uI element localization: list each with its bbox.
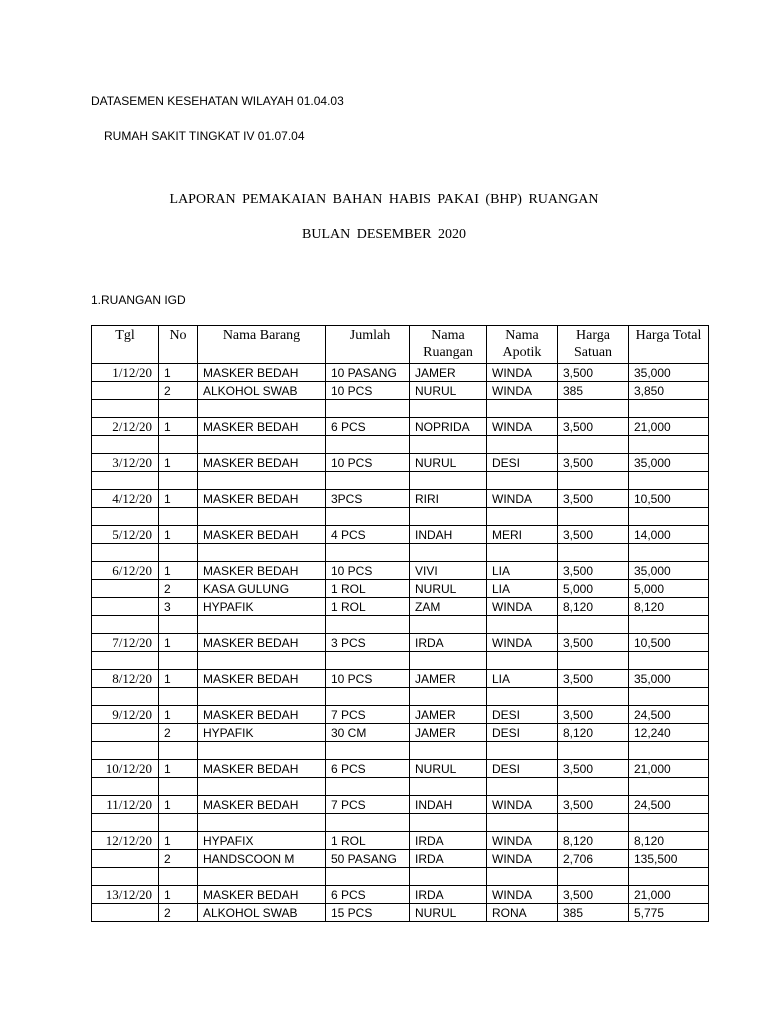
cell-nama-apotik: MERI — [487, 526, 558, 544]
table-row — [92, 850, 709, 868]
cell-harga-total — [629, 652, 709, 670]
cell-nama-barang: MASKER BEDAH — [198, 364, 326, 382]
cell-harga-satuan: 3,500 — [558, 670, 629, 688]
cell-tgl: 3/12/20 — [92, 454, 159, 472]
cell-no — [159, 616, 198, 634]
table-row — [92, 832, 709, 850]
usage-table — [91, 325, 709, 922]
cell-nama-ruangan — [410, 814, 487, 832]
table-row — [92, 760, 709, 778]
cell-harga-satuan — [558, 508, 629, 526]
cell-harga-total: 10,500 — [629, 490, 709, 508]
cell-jumlah: 4 PCS — [326, 526, 410, 544]
cell-no — [159, 742, 198, 760]
cell-jumlah — [326, 778, 410, 796]
cell-no: 3 — [159, 598, 198, 616]
cell-harga-total — [629, 742, 709, 760]
table-row — [92, 670, 709, 688]
cell-jumlah: 6 PCS — [326, 418, 410, 436]
cell-no: 2 — [159, 580, 198, 598]
cell-harga-total — [629, 778, 709, 796]
cell-jumlah: 6 PCS — [326, 760, 410, 778]
cell-nama-barang — [198, 616, 326, 634]
cell-jumlah — [326, 868, 410, 886]
cell-jumlah — [326, 436, 410, 454]
table-body — [92, 364, 709, 922]
cell-harga-satuan: 3,500 — [558, 526, 629, 544]
cell-nama-barang: MASKER BEDAH — [198, 562, 326, 580]
cell-nama-apotik: WINDA — [487, 832, 558, 850]
cell-tgl — [92, 472, 159, 490]
cell-jumlah — [326, 508, 410, 526]
cell-nama-apotik — [487, 688, 558, 706]
cell-no — [159, 688, 198, 706]
table-row — [92, 436, 709, 454]
cell-nama-ruangan: ZAM — [410, 598, 487, 616]
cell-harga-satuan: 3,500 — [558, 886, 629, 904]
cell-nama-ruangan — [410, 472, 487, 490]
cell-tgl — [92, 850, 159, 868]
cell-no: 1 — [159, 418, 198, 436]
cell-harga-total: 35,000 — [629, 562, 709, 580]
col-header-nama-ruangan: Nama Ruangan — [410, 326, 487, 364]
cell-tgl — [92, 580, 159, 598]
table-row — [92, 904, 709, 922]
cell-nama-ruangan — [410, 508, 487, 526]
cell-no — [159, 868, 198, 886]
cell-nama-apotik — [487, 400, 558, 418]
cell-nama-barang: MASKER BEDAH — [198, 706, 326, 724]
cell-tgl — [92, 814, 159, 832]
cell-no: 1 — [159, 760, 198, 778]
cell-tgl — [92, 652, 159, 670]
col-header-nama-apotik: Nama Apotik — [487, 326, 558, 364]
cell-harga-total — [629, 400, 709, 418]
cell-harga-total: 8,120 — [629, 832, 709, 850]
cell-tgl: 12/12/20 — [92, 832, 159, 850]
cell-nama-ruangan — [410, 436, 487, 454]
cell-harga-satuan — [558, 868, 629, 886]
cell-no — [159, 508, 198, 526]
cell-jumlah: 10 PCS — [326, 382, 410, 400]
table-row — [92, 634, 709, 652]
cell-tgl: 9/12/20 — [92, 706, 159, 724]
table-row — [92, 400, 709, 418]
table-row — [92, 616, 709, 634]
cell-harga-satuan: 3,500 — [558, 490, 629, 508]
cell-tgl — [92, 382, 159, 400]
cell-jumlah: 7 PCS — [326, 706, 410, 724]
cell-tgl: 5/12/20 — [92, 526, 159, 544]
table-row — [92, 706, 709, 724]
cell-harga-satuan — [558, 652, 629, 670]
cell-nama-barang — [198, 544, 326, 562]
cell-nama-apotik: DESI — [487, 760, 558, 778]
cell-nama-ruangan: JAMER — [410, 724, 487, 742]
cell-harga-total: 14,000 — [629, 526, 709, 544]
cell-tgl — [92, 688, 159, 706]
report-title: LAPORAN PEMAKAIAN BAHAN HABIS PAKAI (BHP) RUANGAN — [169, 192, 599, 207]
cell-no — [159, 652, 198, 670]
cell-nama-apotik — [487, 472, 558, 490]
cell-nama-barang: MASKER BEDAH — [198, 796, 326, 814]
cell-nama-barang: MASKER BEDAH — [198, 670, 326, 688]
cell-jumlah: 10 PASANG — [326, 364, 410, 382]
cell-nama-apotik: LIA — [487, 562, 558, 580]
cell-harga-total: 21,000 — [629, 886, 709, 904]
cell-nama-ruangan: IRDA — [410, 886, 487, 904]
table-row — [92, 526, 709, 544]
cell-harga-satuan — [558, 472, 629, 490]
cell-nama-ruangan — [410, 652, 487, 670]
cell-nama-ruangan: NOPRIDA — [410, 418, 487, 436]
cell-nama-apotik: WINDA — [487, 382, 558, 400]
cell-harga-satuan: 3,500 — [558, 418, 629, 436]
cell-nama-apotik — [487, 652, 558, 670]
cell-no: 1 — [159, 364, 198, 382]
table-row — [92, 652, 709, 670]
cell-harga-satuan: 8,120 — [558, 598, 629, 616]
cell-nama-ruangan — [410, 400, 487, 418]
table-row — [92, 454, 709, 472]
cell-jumlah — [326, 652, 410, 670]
cell-tgl — [92, 616, 159, 634]
cell-no: 1 — [159, 706, 198, 724]
table-row — [92, 778, 709, 796]
cell-jumlah: 1 ROL — [326, 580, 410, 598]
cell-nama-ruangan: VIVI — [410, 562, 487, 580]
cell-tgl: 7/12/20 — [92, 634, 159, 652]
cell-harga-total — [629, 508, 709, 526]
col-header-no: No — [159, 326, 198, 364]
table-row — [92, 598, 709, 616]
cell-nama-barang — [198, 436, 326, 454]
cell-tgl — [92, 724, 159, 742]
cell-jumlah — [326, 688, 410, 706]
cell-nama-ruangan: NURUL — [410, 904, 487, 922]
cell-nama-apotik: DESI — [487, 706, 558, 724]
cell-harga-satuan: 3,500 — [558, 706, 629, 724]
cell-nama-ruangan: NURUL — [410, 382, 487, 400]
cell-harga-satuan: 385 — [558, 382, 629, 400]
header-hospital: RUMAH SAKIT TINGKAT IV 01.07.04 — [104, 129, 305, 143]
cell-no: 1 — [159, 670, 198, 688]
cell-harga-total: 24,500 — [629, 706, 709, 724]
cell-tgl: 13/12/20 — [92, 886, 159, 904]
cell-nama-apotik: WINDA — [487, 796, 558, 814]
cell-nama-apotik — [487, 508, 558, 526]
section-heading: 1.RUANGAN IGD — [91, 293, 186, 307]
cell-harga-satuan: 3,500 — [558, 634, 629, 652]
cell-nama-barang — [198, 472, 326, 490]
cell-tgl: 1/12/20 — [92, 364, 159, 382]
cell-harga-total: 12,240 — [629, 724, 709, 742]
cell-nama-ruangan: INDAH — [410, 526, 487, 544]
cell-nama-apotik — [487, 616, 558, 634]
cell-no: 2 — [159, 850, 198, 868]
cell-tgl — [92, 400, 159, 418]
cell-jumlah — [326, 544, 410, 562]
table-row — [92, 742, 709, 760]
cell-harga-total: 8,120 — [629, 598, 709, 616]
cell-nama-apotik: WINDA — [487, 634, 558, 652]
cell-jumlah — [326, 616, 410, 634]
cell-tgl — [92, 508, 159, 526]
cell-harga-satuan — [558, 742, 629, 760]
cell-nama-apotik: DESI — [487, 454, 558, 472]
cell-tgl: 11/12/20 — [92, 796, 159, 814]
cell-harga-total: 3,850 — [629, 382, 709, 400]
cell-no: 1 — [159, 832, 198, 850]
cell-harga-satuan: 3,500 — [558, 562, 629, 580]
cell-jumlah: 10 PCS — [326, 670, 410, 688]
cell-harga-total: 21,000 — [629, 418, 709, 436]
table-row — [92, 796, 709, 814]
cell-harga-satuan — [558, 688, 629, 706]
cell-nama-ruangan — [410, 742, 487, 760]
cell-nama-ruangan — [410, 688, 487, 706]
cell-harga-total: 135,500 — [629, 850, 709, 868]
cell-no — [159, 544, 198, 562]
cell-nama-ruangan — [410, 778, 487, 796]
cell-nama-barang: ALKOHOL SWAB — [198, 382, 326, 400]
cell-harga-total: 21,000 — [629, 760, 709, 778]
cell-harga-total: 24,500 — [629, 796, 709, 814]
cell-jumlah — [326, 400, 410, 418]
cell-nama-barang: MASKER BEDAH — [198, 760, 326, 778]
cell-nama-ruangan — [410, 616, 487, 634]
cell-harga-satuan: 3,500 — [558, 760, 629, 778]
cell-nama-apotik — [487, 814, 558, 832]
col-header-tgl: Tgl — [92, 326, 159, 364]
cell-harga-satuan: 3,500 — [558, 364, 629, 382]
cell-jumlah: 30 CM — [326, 724, 410, 742]
cell-tgl — [92, 544, 159, 562]
cell-harga-total: 35,000 — [629, 364, 709, 382]
cell-nama-barang — [198, 814, 326, 832]
cell-nama-ruangan: NURUL — [410, 454, 487, 472]
cell-harga-satuan: 3,500 — [558, 796, 629, 814]
cell-harga-total — [629, 544, 709, 562]
cell-nama-apotik — [487, 778, 558, 796]
table-row — [92, 886, 709, 904]
table-row — [92, 508, 709, 526]
cell-tgl — [92, 598, 159, 616]
cell-tgl — [92, 904, 159, 922]
cell-nama-ruangan: NURUL — [410, 580, 487, 598]
cell-jumlah: 3 PCS — [326, 634, 410, 652]
cell-no: 1 — [159, 634, 198, 652]
cell-nama-apotik: DESI — [487, 724, 558, 742]
cell-nama-apotik: WINDA — [487, 364, 558, 382]
cell-nama-ruangan: JAMER — [410, 670, 487, 688]
cell-jumlah — [326, 472, 410, 490]
cell-harga-satuan: 385 — [558, 904, 629, 922]
table-row — [92, 418, 709, 436]
cell-jumlah — [326, 742, 410, 760]
cell-tgl: 6/12/20 — [92, 562, 159, 580]
cell-nama-apotik: WINDA — [487, 598, 558, 616]
table-row — [92, 364, 709, 382]
cell-nama-barang — [198, 868, 326, 886]
cell-harga-total — [629, 616, 709, 634]
cell-tgl: 2/12/20 — [92, 418, 159, 436]
cell-nama-barang — [198, 508, 326, 526]
cell-nama-barang — [198, 742, 326, 760]
cell-nama-ruangan: JAMER — [410, 364, 487, 382]
table-row — [92, 814, 709, 832]
cell-nama-barang: MASKER BEDAH — [198, 526, 326, 544]
cell-nama-barang: MASKER BEDAH — [198, 454, 326, 472]
cell-nama-apotik — [487, 544, 558, 562]
cell-harga-total — [629, 436, 709, 454]
cell-nama-barang — [198, 688, 326, 706]
cell-no: 1 — [159, 886, 198, 904]
cell-nama-barang: HANDSCOON M — [198, 850, 326, 868]
cell-harga-total — [629, 868, 709, 886]
cell-nama-apotik: RONA — [487, 904, 558, 922]
table-row — [92, 544, 709, 562]
cell-no — [159, 814, 198, 832]
cell-harga-total — [629, 814, 709, 832]
cell-tgl — [92, 436, 159, 454]
cell-nama-ruangan: IRDA — [410, 850, 487, 868]
cell-harga-satuan — [558, 436, 629, 454]
table-row — [92, 562, 709, 580]
cell-no: 2 — [159, 724, 198, 742]
cell-harga-total: 35,000 — [629, 454, 709, 472]
cell-nama-apotik: LIA — [487, 670, 558, 688]
cell-nama-ruangan: IRDA — [410, 832, 487, 850]
cell-nama-ruangan: NURUL — [410, 760, 487, 778]
cell-nama-apotik: LIA — [487, 580, 558, 598]
cell-harga-satuan: 3,500 — [558, 454, 629, 472]
col-header-harga-satuan: Harga Satuan — [558, 326, 629, 364]
cell-nama-ruangan: INDAH — [410, 796, 487, 814]
cell-jumlah: 3PCS — [326, 490, 410, 508]
cell-no: 1 — [159, 454, 198, 472]
cell-nama-apotik: WINDA — [487, 886, 558, 904]
cell-harga-total: 5,000 — [629, 580, 709, 598]
cell-nama-barang: MASKER BEDAH — [198, 418, 326, 436]
cell-nama-apotik — [487, 436, 558, 454]
cell-nama-apotik: WINDA — [487, 490, 558, 508]
cell-nama-barang: HYPAFIX — [198, 832, 326, 850]
cell-jumlah: 50 PASANG — [326, 850, 410, 868]
cell-no: 1 — [159, 796, 198, 814]
cell-nama-barang: HYPAFIK — [198, 598, 326, 616]
cell-nama-apotik — [487, 868, 558, 886]
cell-harga-total: 10,500 — [629, 634, 709, 652]
table-row — [92, 580, 709, 598]
cell-nama-barang: HYPAFIK — [198, 724, 326, 742]
cell-nama-ruangan — [410, 868, 487, 886]
cell-jumlah: 1 ROL — [326, 832, 410, 850]
cell-harga-satuan — [558, 814, 629, 832]
cell-nama-ruangan: RIRI — [410, 490, 487, 508]
cell-nama-ruangan — [410, 544, 487, 562]
cell-tgl — [92, 868, 159, 886]
cell-harga-total: 5,775 — [629, 904, 709, 922]
cell-harga-satuan: 5,000 — [558, 580, 629, 598]
cell-harga-satuan: 8,120 — [558, 832, 629, 850]
table-row — [92, 724, 709, 742]
cell-harga-total: 35,000 — [629, 670, 709, 688]
cell-nama-barang: MASKER BEDAH — [198, 634, 326, 652]
cell-harga-satuan — [558, 778, 629, 796]
cell-no: 1 — [159, 526, 198, 544]
cell-harga-satuan — [558, 616, 629, 634]
cell-tgl: 4/12/20 — [92, 490, 159, 508]
cell-nama-barang — [198, 778, 326, 796]
cell-jumlah: 7 PCS — [326, 796, 410, 814]
cell-nama-ruangan: IRDA — [410, 634, 487, 652]
cell-harga-satuan: 2,706 — [558, 850, 629, 868]
cell-nama-apotik: WINDA — [487, 850, 558, 868]
cell-nama-barang — [198, 652, 326, 670]
cell-tgl — [92, 742, 159, 760]
table-row — [92, 868, 709, 886]
cell-harga-satuan — [558, 400, 629, 418]
table-row — [92, 490, 709, 508]
cell-no — [159, 436, 198, 454]
cell-nama-barang: ALKOHOL SWAB — [198, 904, 326, 922]
cell-nama-barang: KASA GULUNG — [198, 580, 326, 598]
col-header-harga-total: Harga Total — [629, 326, 709, 364]
report-period: BULAN DESEMBER 2020 — [302, 227, 466, 242]
cell-harga-total — [629, 688, 709, 706]
cell-jumlah: 6 PCS — [326, 886, 410, 904]
cell-nama-barang: MASKER BEDAH — [198, 886, 326, 904]
cell-jumlah: 10 PCS — [326, 562, 410, 580]
cell-no — [159, 778, 198, 796]
cell-no: 2 — [159, 382, 198, 400]
cell-jumlah — [326, 814, 410, 832]
cell-nama-apotik: WINDA — [487, 418, 558, 436]
cell-jumlah: 10 PCS — [326, 454, 410, 472]
cell-nama-barang — [198, 400, 326, 418]
cell-jumlah: 1 ROL — [326, 598, 410, 616]
cell-tgl: 8/12/20 — [92, 670, 159, 688]
cell-jumlah: 15 PCS — [326, 904, 410, 922]
table-row — [92, 688, 709, 706]
col-header-jumlah: Jumlah — [326, 326, 410, 364]
header-unit: DATASEMEN KESEHATAN WILAYAH 01.04.03 — [91, 94, 344, 108]
cell-nama-barang: MASKER BEDAH — [198, 490, 326, 508]
cell-nama-ruangan: JAMER — [410, 706, 487, 724]
cell-harga-total — [629, 472, 709, 490]
cell-harga-satuan: 8,120 — [558, 724, 629, 742]
cell-nama-apotik — [487, 742, 558, 760]
table-header-row — [92, 326, 709, 364]
cell-no: 2 — [159, 904, 198, 922]
cell-no — [159, 400, 198, 418]
table-row — [92, 472, 709, 490]
col-header-nama-barang: Nama Barang — [198, 326, 326, 364]
cell-tgl — [92, 778, 159, 796]
table-row — [92, 382, 709, 400]
cell-no: 1 — [159, 562, 198, 580]
cell-tgl: 10/12/20 — [92, 760, 159, 778]
cell-no — [159, 472, 198, 490]
cell-no: 1 — [159, 490, 198, 508]
cell-harga-satuan — [558, 544, 629, 562]
